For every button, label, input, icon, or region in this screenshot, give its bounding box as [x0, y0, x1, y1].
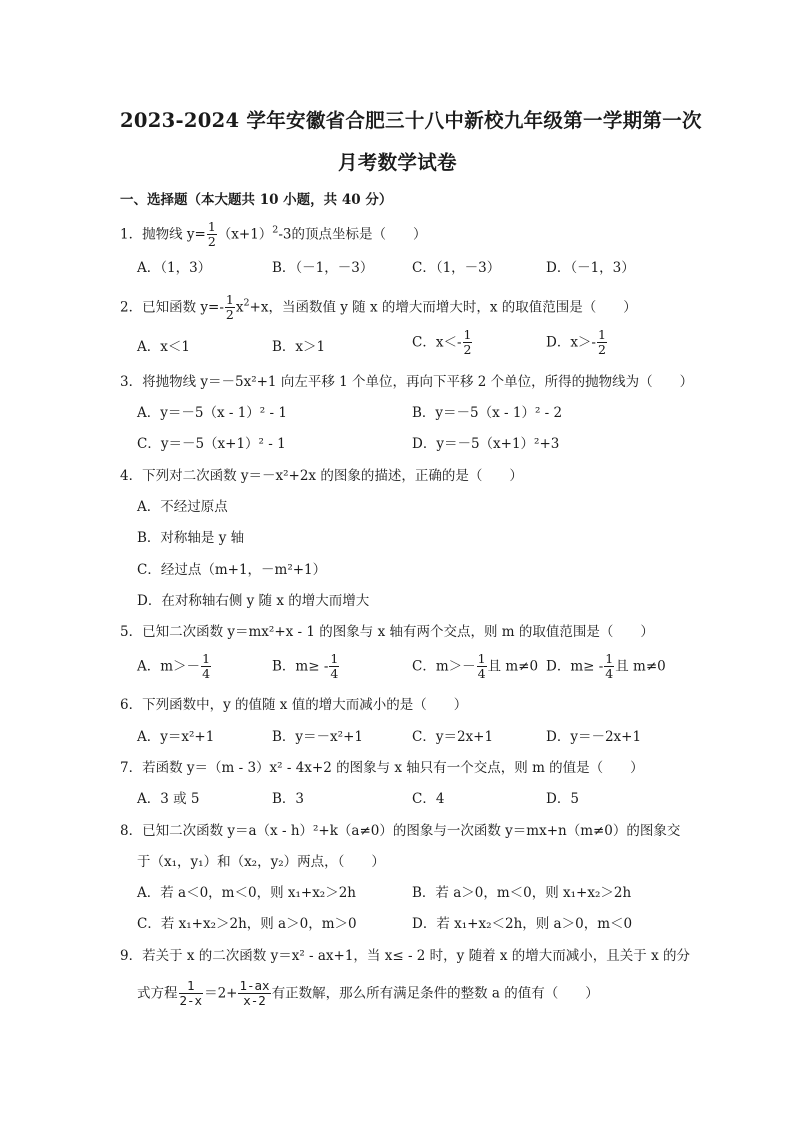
q5-a-fraction: [201, 652, 211, 682]
q1-mid: （x+1）: [217, 226, 273, 243]
q1-option-d[interactable]: D．（－1，3）: [546, 260, 635, 276]
q2-c-num: 1: [463, 327, 472, 342]
q5-b-den: 4: [330, 666, 339, 682]
q8-option-d[interactable]: D．若 x₁+x₂＜2h，则 a＞0，m＜0: [412, 916, 633, 932]
q2-d-fraction: [597, 328, 607, 358]
question-6-stem: 6．下列函数中，y 的值随 x 值的增大而减小的是（ ）: [120, 697, 468, 713]
page-title-line1: 2023-2024 学年安徽省合肥三十八中新校九年级第一学期第一次: [120, 109, 702, 132]
q9-f1-den: 2-x: [179, 993, 203, 1009]
q9-fraction-2: [238, 979, 270, 1009]
q1-frac-den: 2: [207, 234, 216, 250]
q2-d-pre: D．x＞-: [546, 334, 596, 351]
q1-frac-num: 1: [207, 219, 216, 234]
page-title-line2: 月考数学试卷: [338, 151, 457, 174]
q5-a-den: 4: [202, 666, 211, 682]
q2-mid: x: [235, 299, 244, 316]
q2-frac-num: 1: [225, 292, 234, 307]
question-8-stem-line2: 于（x₁，y₁）和（x₂，y₂）两点，（ ）: [137, 854, 385, 870]
question-8-stem-line1: 8．已知二次函数 y＝a（x - h）²+k（a≠0）的图象与一次函数 y＝mx+n（m≠0）的图象交: [120, 823, 681, 839]
q2-pre: 2．已知函数 y=: [120, 299, 220, 316]
q1-option-b[interactable]: B．（－1，－3）: [272, 260, 374, 276]
q5-option-c[interactable]: [412, 652, 538, 682]
q2-post: +x，当函数值 y 随 x 的增大而增大时，x 的取值范围是（ ）: [249, 299, 637, 316]
q1-option-c[interactable]: C．（1，－3）: [412, 260, 501, 276]
q8-option-a[interactable]: A．若 a＜0，m＜0，则 x₁+x₂＞2h: [137, 885, 357, 901]
q6-option-c[interactable]: C．y＝2x+1: [412, 729, 494, 745]
q8-option-c[interactable]: C．若 x₁+x₂＞2h，则 a＞0，m＞0: [137, 916, 357, 932]
q5-c-post: 且 m≠0: [487, 658, 539, 675]
q2-exp: 2: [243, 297, 250, 309]
question-5-stem: 5．已知二次函数 y＝mx²+x - 1 的图象与 x 轴有两个交点，则 m 的取值范围是（ ）: [120, 624, 654, 640]
q5-d-pre: D．m≥ -: [546, 658, 604, 675]
q2-option-b[interactable]: B．x＞1: [272, 339, 326, 355]
q6-option-d[interactable]: D．y＝－2x+1: [546, 729, 642, 745]
q5-a-pre: A．m＞－: [137, 658, 201, 675]
q9-pre: 式方程: [137, 985, 178, 1002]
question-3-stem: 3．将抛物线 y＝－5x²+1 向左平移 1 个单位，再向下平移 2 个单位，所得的抛物线为（ ）: [120, 374, 694, 390]
q4-option-c[interactable]: C．经过点（m+1，－m²+1）: [137, 562, 327, 578]
q5-option-b[interactable]: [272, 652, 340, 682]
q3-option-d[interactable]: D．y＝－5（x+1）²+3: [412, 436, 560, 452]
q5-d-fraction: [604, 652, 614, 682]
q5-c-fraction: [477, 652, 487, 682]
q9-f1-num: 1: [179, 979, 204, 994]
q9-f2-num: 1-ax: [239, 978, 270, 993]
q2-c-pre: C．x＜-: [412, 334, 462, 351]
question-2-stem: [120, 293, 637, 323]
q1-fraction: [207, 220, 217, 250]
q9-fraction-1: [179, 979, 204, 1009]
q5-c-num: 1: [477, 651, 486, 666]
q2-minus: -: [219, 299, 224, 316]
q6-option-a[interactable]: A．y＝x²+1: [137, 729, 215, 745]
q5-b-fraction: [329, 652, 339, 682]
q5-b-num: 1: [330, 651, 339, 666]
q7-option-a[interactable]: A．3 或 5: [137, 791, 200, 807]
question-9-stem-line2: [137, 979, 599, 1009]
question-1-stem: [120, 220, 427, 250]
q5-c-pre: C．m＞－: [412, 658, 476, 675]
q7-option-d[interactable]: D．5: [546, 791, 579, 807]
q1-post: -3的顶点坐标是（ ）: [278, 226, 427, 243]
q2-option-a[interactable]: A．x＜1: [137, 339, 190, 355]
question-4-stem: 4．下列对二次函数 y＝－x²+2x 的图象的描述，正确的是（ ）: [120, 468, 523, 484]
q4-option-b[interactable]: B．对称轴是 y 轴: [137, 530, 245, 546]
q5-option-a[interactable]: [137, 652, 212, 682]
q2-option-c[interactable]: [412, 328, 473, 358]
q3-option-c[interactable]: C．y＝－5（x+1）² - 1: [137, 436, 286, 452]
q9-f2-den: x-2: [243, 993, 266, 1009]
q6-option-b[interactable]: B．y＝－x²+1: [272, 729, 363, 745]
q4-option-d[interactable]: D．在对称轴右侧 y 随 x 的增大而增大: [137, 593, 370, 609]
q5-d-num: 1: [605, 651, 614, 666]
q5-d-den: 4: [605, 666, 614, 682]
section-heading: 一、选择题（本大题共 10 小题，共 40 分）: [120, 192, 393, 208]
q1-option-a[interactable]: A．（1，3）: [137, 260, 212, 276]
q5-d-post: 且 m≠0: [615, 658, 666, 675]
q2-d-num: 1: [598, 327, 606, 342]
q1-exp: 2: [272, 224, 279, 236]
q5-option-d[interactable]: [546, 652, 666, 682]
q2-option-d[interactable]: [546, 328, 608, 358]
q2-d-den: 2: [598, 342, 606, 358]
q8-option-b[interactable]: B．若 a＞0，m＜0，则 x₁+x₂＞2h: [412, 885, 632, 901]
q2-c-fraction: [463, 328, 473, 358]
q9-post: 有正数解，那么所有满足条件的整数 a 的值有（ ）: [271, 985, 599, 1002]
q4-option-a[interactable]: A．不经过原点: [137, 499, 228, 515]
q7-option-c[interactable]: C．4: [412, 791, 445, 807]
q9-eq: ＝2+: [204, 985, 238, 1002]
q2-c-den: 2: [463, 342, 472, 358]
q3-option-a[interactable]: A．y＝－5（x - 1）² - 1: [137, 405, 287, 421]
q1-pre: 1．抛物线 y=: [120, 226, 206, 243]
q7-option-b[interactable]: B．3: [272, 791, 305, 807]
q2-fraction: [225, 293, 235, 323]
q2-frac-den: 2: [225, 307, 234, 323]
q5-c-den: 4: [477, 666, 486, 682]
question-9-stem-line1: 9．若关于 x 的二次函数 y＝x² - ax+1，当 x≤ - 2 时，y 随着 x 的增大而减小，且关于 x 的分: [120, 948, 690, 964]
question-7-stem: 7．若函数 y＝（m - 3）x² - 4x+2 的图象与 x 轴只有一个交点，则 m 的值是（ ）: [120, 760, 644, 776]
q5-b-pre: B．m≥ -: [272, 658, 329, 675]
q5-a-num: 1: [202, 651, 211, 666]
q3-option-b[interactable]: B．y＝－5（x - 1）² - 2: [412, 405, 563, 421]
